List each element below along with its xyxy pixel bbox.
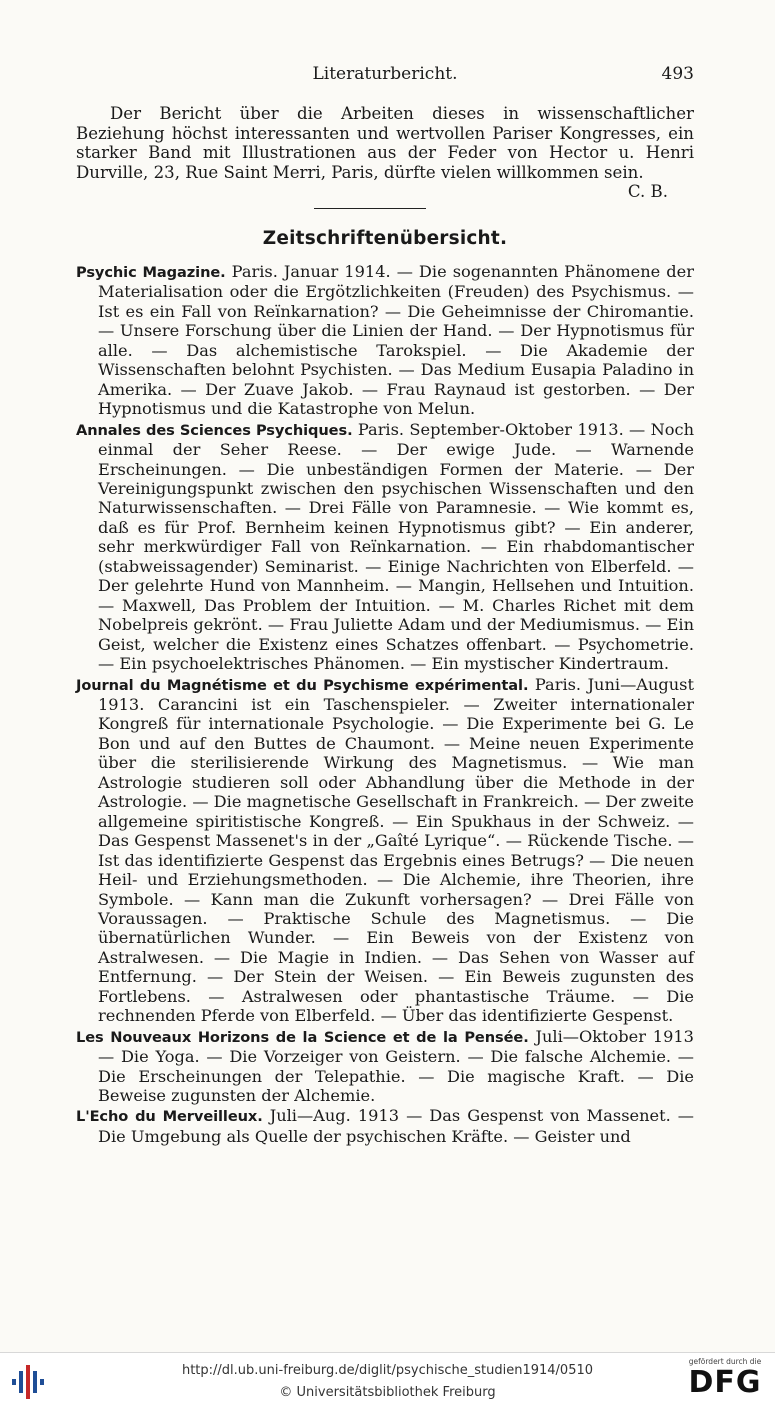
journal-name: L'Echo du Merveilleux.: [76, 1108, 263, 1126]
journal-contents: Paris. Juni—August 1913. Carancini ist ein Taschenspieler. — Zweiter internationaler Kongreß für internationale Psychologie. — Die Experimente bei G. Le Bon und auf den Buttes de Chaumont. — Meine neuen Experimente über die sterilisierende Wirkung des Magnetismus. — Wie man Astrologie studieren soll oder Abhandlung über die Methode in der Astrologie. — Die magnetische Gesellschaft in Frankreich. — Der zweite allgemeine spiritistische Kongreß. — Ein Spukhaus in der Schweiz. — Das Gespenst Massenet's in der „Gaîté Lyrique“. — Rückende Tische. — Ist das identifizierte Gespenst das Ergebnis eines Betrugs? — Die neuen Heil- und Erziehungsmethoden. — Die Alchemie, ihre Theorien, ihre Symbole. — Kann man die Zukunft vorhersagen? — Drei Fälle von Voraussagen. — Praktische Schule des Magnetismus. — Die übernatürlichen Wunder. — Ein Beweis von der Existenz von Astralwesen. — Die Magie in Indien. — Das Sehen von Wasser auf Entfernung. — Der Stein der Weisen. — Ein Beweis zugunsten des Fortlebens. — Astralwesen oder phantastische Träume. — Die rechnenden Pferde von Elberfeld. — Über das identifizierte Gespenst.: [98, 674, 694, 1026]
journal-name: Les Nouveaux Horizons de la Science et de la Pensée.: [76, 1028, 529, 1046]
dfg-logo-text: DFG: [688, 1365, 762, 1400]
journal-name: Annales des Sciences Psychiques.: [76, 421, 353, 439]
journal-contents: Juli—Aug. 1913 — Das Gespenst von Massenet. — Die Umgebung als Quelle der psychischen Kräfte. — Geister und: [98, 1106, 694, 1146]
dfg-funding-note: gefördert durch die: [688, 1357, 762, 1366]
journal-contents: Paris. Januar 1914. — Die sogenannten Phänomene der Materialisation oder die Ergötzlichkeiten (Freuden) des Psychismus. — Ist es ein Fall von Reïnkarnation? — Die Geheimnisse der Chiromantie. — Unsere Forschung über die Linien der Hand. — Der Hypnotismus für alle. — Das alchemistische Tarokspiel. — Die Akademie der Wissenschaften belohnt Psychisten. — Das Medium Eusapia Paladino in Amerika. — Der Zuave Jakob. — Frau Raynaud ist gestorben. — Der Hypnotismus und die Katastrophe von Melun.: [98, 262, 694, 419]
journal-name: Psychic Magazine.: [76, 264, 226, 281]
journal-contents: Paris. September-Oktober 1913. — Noch einmal der Seher Reese. — Der ewige Jude. — Warnende Erscheinungen. — Die unbeständigen Formen der Materie. — Der Vereinigungspunkt zwischen den psychischen Wissenschaften und den Naturwissenschaften. — Drei Fälle von Paramnesie. — Wie kommt es, daß es für Prof. Bernheim keinen Hypnotismus gibt? — Ein anderer, sehr merkwürdiger Fall von Reïnkarnation. — Ein rhabdomantischer (stabweissagender) Seminarist. — Einige Nachrichten von Elberfeld. — Der gelehrte Hund von Mannheim. — Mangin, Hellsehen und Intuition. — Maxwell, Das Problem der Intuition. — M. Charles Richet mit dem Nobelpreis gekrönt. — Frau Juliette Adam und der Mediumismus. — Ein Geist, welcher die Existenz eines Schatzes offenbart. — Psychometrie. — Ein psychoelektrisches Phänomen. — Ein mystischer Kindertraum.: [98, 419, 694, 674]
signature: C. B.: [627, 182, 668, 201]
journal-entries: [76, 262, 694, 1147]
journal-name: Journal du Magnétisme et du Psychisme expérimental.: [76, 676, 529, 694]
copyright-notice: © Universitätsbibliothek Freiburg: [279, 1385, 496, 1400]
intro-text: Der Bericht über die Arbeiten dieses in wissenschaftlicher Beziehung höchst interessanten und wertvollen Pariser Kongresses, ein starker Band mit Illustrationen aus der Feder von Hector u. Henri Durville, 23, Rue Saint Merri, Paris, dürfte vielen willkommen sein.: [76, 104, 694, 182]
section-heading: Zeitschriftenübersicht.: [262, 228, 508, 249]
journal-contents: Juli—Oktober 1913 — Die Yoga. — Die Vorzeiger von Geistern. — Die falsche Alchemie. — Die Erscheinungen der Telepathie. — Die magische Kraft. — Die Beweise zugunsten der Alchemie.: [98, 1026, 694, 1106]
running-header: [76, 64, 694, 86]
running-title: Literaturbericht.: [312, 64, 458, 84]
journal-entry: [76, 262, 694, 419]
journal-entry: [76, 675, 694, 1026]
viewer-footer: [0, 1352, 775, 1409]
journal-entry: [76, 1106, 694, 1146]
section-divider: [314, 208, 426, 209]
permalink-url[interactable]: http://dl.ub.uni-freiburg.de/diglit/psychische_studien1914/0510: [181, 1363, 594, 1378]
dfg-logo-icon: [683, 1357, 767, 1405]
journal-entry: [76, 1027, 694, 1106]
page-number: 493: [661, 64, 694, 84]
journal-entry: [76, 420, 694, 674]
intro-paragraph: [76, 104, 694, 202]
